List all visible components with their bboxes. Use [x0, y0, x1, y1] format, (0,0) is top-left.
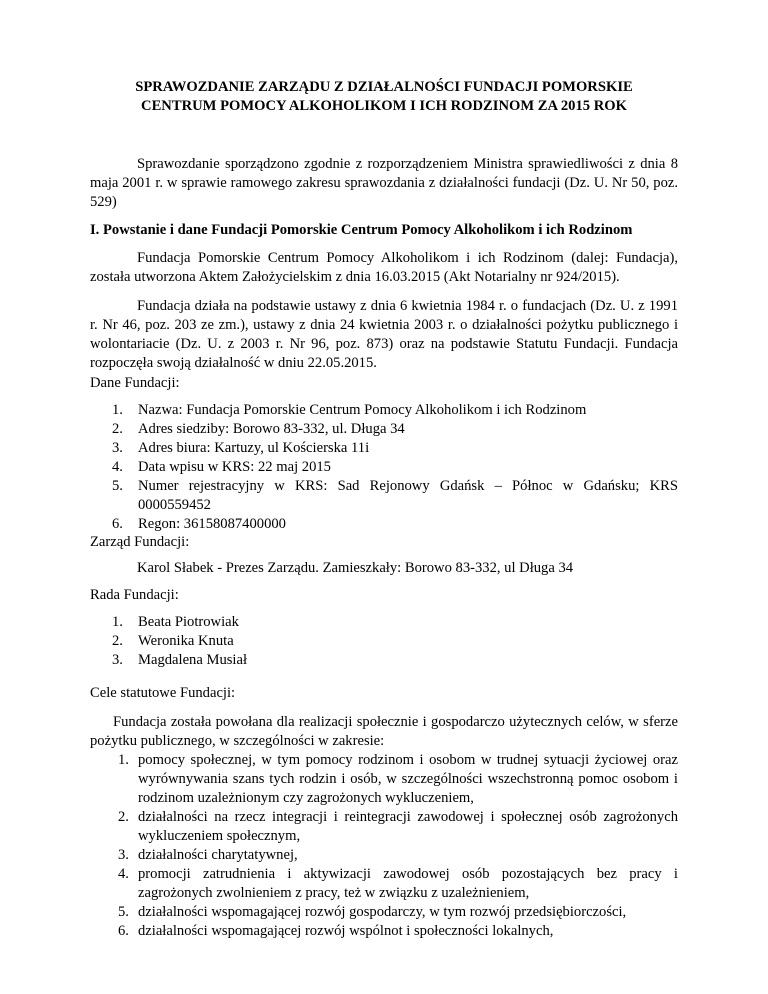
document-title [90, 78, 678, 116]
board-label: Zarząd Fundacji: [90, 534, 190, 550]
list-item: 3. Magdalena Musiał [112, 652, 248, 668]
section-1-paragraph-2: Fundacja działa na podstawie ustawy z dnia 6 kwietnia 1984 r. o fundacjach (Dz. U. z 1991 r. Nr 46, poz. 203 ze zm.), ustawy z dnia 24 kwietnia 2003 r. o działalności pożytku publicznego i wolontariacie (Dz. U. z 2003 r. Nr 96, poz. 873) oraz na podstawie Statutu Fundacji. Fundacja rozpoczęła swoją działalność w dniu 22.05.2015. [90, 298, 678, 371]
list-item: 3. Adres biura: Kartuzy, ul Kościerska 11i [112, 440, 370, 456]
list-item: 1. Nazwa: Fundacja Pomorskie Centrum Pomocy Alkoholikom i ich Rodzinom [112, 402, 587, 418]
board-member: Karol Słabek - Prezes Zarządu. Zamieszkały: Borowo 83-332, ul Długa 34 [137, 560, 574, 576]
list-item: 4. promocji zatrudnienia i aktywizacji zawodowej osób pozostających bez pracy i zagrożonych zwolnieniem z pracy, też w związku z uzależnieniem, [118, 866, 678, 901]
list-item: 6. Regon: 36158087400000 [112, 516, 286, 532]
goals-label: Cele statutowe Fundacji: [90, 685, 236, 701]
section-1-paragraph-1: Fundacja Pomorskie Centrum Pomocy Alkoholikom i ich Rodzinom (dalej: Fundacja), została utworzona Aktem Założycielskim z dnia 16.03.2015 (Akt Notarialny nr 924/2015). [90, 250, 678, 285]
list-item: 3. działalności charytatywnej, [118, 847, 298, 863]
document-title-line-1: SPRAWOZDANIE ZARZĄDU Z DZIAŁALNOŚCI FUNDACJI POMORSKIE [135, 79, 633, 95]
document-title-line-2: CENTRUM POMOCY ALKOHOLIKOM I ICH RODZINOM ZA 2015 ROK [141, 98, 627, 114]
goals-intro: Fundacja została powołana dla realizacji społecznie i gospodarczo użytecznych celów, w sferze pożytku publicznego, w szczególności w zakresie: [90, 714, 678, 749]
council-label: Rada Fundacji: [90, 587, 179, 603]
list-item: 2. Adres siedziby: Borowo 83-332, ul. Długa 34 [112, 421, 405, 437]
list-item: 1. pomocy społecznej, w tym pomocy rodzinom i osobom w trudnej sytuacji życiowej oraz wyrównywania szans tych rodzin i osób, w szczególności wszechstronną pomoc osobom i rodzinom uzależnionym czy zagrożonych wykluczeniem, [118, 752, 678, 806]
intro-paragraph: Sprawozdanie sporządzono zgodnie z rozporządzeniem Ministra sprawiedliwości z dnia 8 maja 2001 r. w sprawie ramowego zakresu sprawozdania z działalności fundacji (Dz. U. Nr 50, poz. 529) [90, 156, 678, 210]
list-item: 1. Beata Piotrowiak [112, 614, 239, 630]
list-item: 5. działalności wspomagającej rozwój gospodarczy, w tym rozwój przedsiębiorczości, [118, 904, 627, 920]
goals-list [90, 751, 678, 941]
list-item: 5. Numer rejestracyjny w KRS: Sad Rejonowy Gdańsk – Północ w Gdańsku; KRS 0000559452 [112, 478, 678, 513]
foundation-data-list [90, 401, 678, 534]
list-item: 6. działalności wspomagającej rozwój wspólnot i społeczności lokalnych, [118, 923, 554, 939]
foundation-data-label: Dane Fundacji: [90, 375, 180, 391]
section-1-heading: I. Powstanie i dane Fundacji Pomorskie Centrum Pomocy Alkoholikom i ich Rodzinom [90, 222, 633, 238]
council-list [90, 613, 678, 670]
list-item: 2. Weronika Knuta [112, 633, 234, 649]
list-item: 2. działalności na rzecz integracji i reintegracji zawodowej i społecznej osób zagrożonych wykluczeniem społecznym, [118, 809, 678, 844]
list-item: 4. Data wpisu w KRS: 22 maj 2015 [112, 459, 331, 475]
